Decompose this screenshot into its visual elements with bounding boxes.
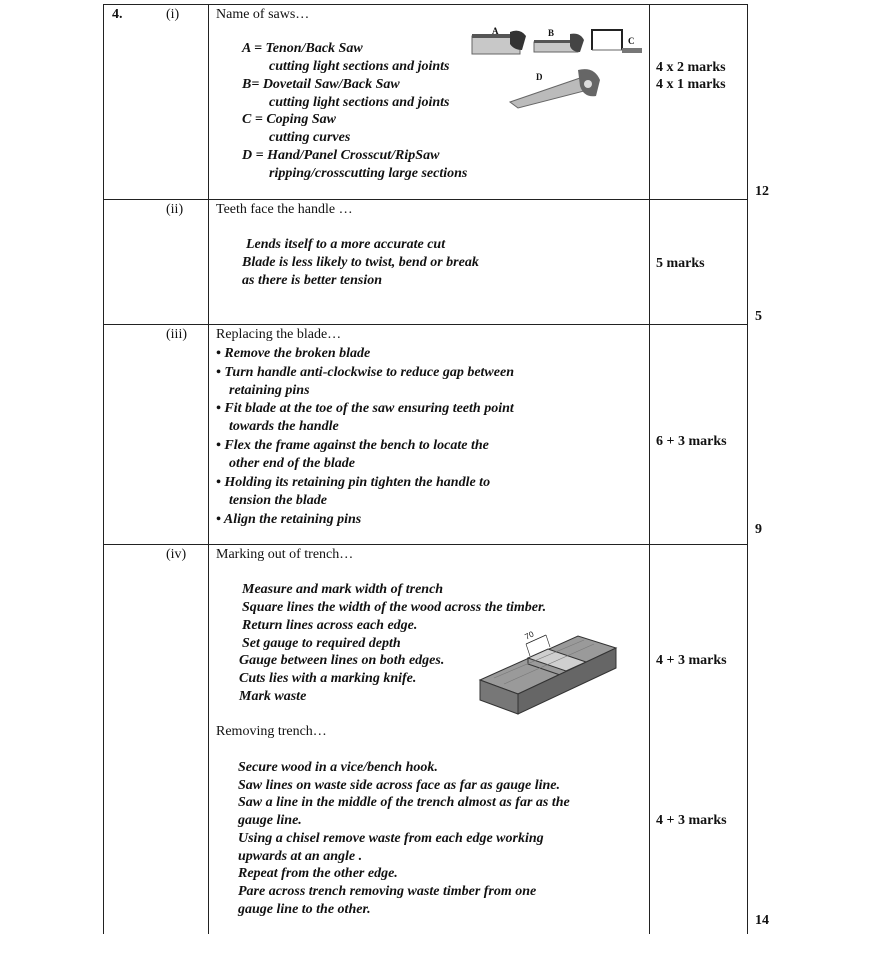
answer-line: as there is better tension [242,273,383,288]
saws-illustration [470,24,650,114]
table-border-right [747,4,748,934]
marks-text: 4 x 1 marks [656,77,726,92]
figure-label-c: C [628,36,635,46]
marks-text: 6 + 3 marks [656,434,727,449]
answer-line: A = Tenon/Back Saw [242,41,363,56]
part-heading-iv: Marking out of trench… [216,547,354,562]
part-total: 9 [755,522,762,537]
answer-line: Using a chisel remove waste from each edge working [238,831,544,846]
answer-line: Gauge between lines on both edges. [239,653,445,668]
answer-line: Square lines the width of the wood across the timber. [242,600,547,615]
part-subheading-iv: Removing trench… [216,724,327,739]
answer-line: • Fit blade at the toe of the saw ensuring teeth point [216,401,514,416]
answer-line: towards the handle [229,419,339,434]
answer-line: • Align the retaining pins [216,512,362,527]
row-divider-2 [103,324,748,325]
answer-line: Lends itself to a more accurate cut [246,237,446,252]
answer-line: upwards at an angle . [238,849,363,864]
answer-line: tension the blade [229,493,328,508]
trench-illustration [474,618,624,718]
answer-line: Saw lines on waste side across face as far as gauge line. [238,778,561,793]
answer-line: • Turn handle anti-clockwise to reduce gap between [216,365,514,380]
answer-line: cutting curves [269,130,351,145]
marks-text: 4 + 3 marks [656,813,727,828]
part-label-iv: (iv) [166,547,187,562]
answer-line: gauge line. [238,813,302,828]
table-border-left [103,4,104,934]
marks-text: 4 x 2 marks [656,60,726,75]
answer-line: Pare across trench removing waste timber from one [238,884,537,899]
dimension-label: 70 [523,629,536,642]
row-divider-1 [103,199,748,200]
answer-line: • Flex the frame against the bench to locate the [216,438,489,453]
answer-line: cutting light sections and joints [269,59,450,74]
answer-line: other end of the blade [229,456,355,471]
answer-line: Repeat from the other edge. [238,866,398,881]
part-heading-iii: Replacing the blade… [216,327,342,342]
figure-label-a: A [492,26,499,36]
answer-line: Measure and mark width of trench [242,582,444,597]
answer-line: Cuts lies with a marking knife. [239,671,417,686]
answer-line: ripping/crosscutting large sections [269,166,468,181]
question-number: 4. [112,7,123,22]
answer-line: • Holding its retaining pin tighten the handle to [216,475,491,490]
answer-line: Set gauge to required depth [242,636,401,651]
answer-line: Secure wood in a vice/bench hook. [238,760,438,775]
marks-text: 5 marks [656,256,705,271]
answer-line: B= Dovetail Saw/Back Saw [242,77,400,92]
answer-line: Return lines across each edge. [242,618,418,633]
answer-line: cutting light sections and joints [269,95,450,110]
answer-line: Mark waste [239,689,307,704]
column-divider-2 [649,4,650,934]
answer-line: gauge line to the other. [238,902,371,917]
answer-line: • Remove the broken blade [216,346,371,361]
row-divider-3 [103,544,748,545]
table-border-top [103,4,748,5]
answer-line: retaining pins [229,383,310,398]
answer-line: C = Coping Saw [242,112,336,127]
answer-line: Saw a line in the middle of the trench almost as far as the [238,795,570,810]
marks-text: 4 + 3 marks [656,653,727,668]
part-label-iii: (iii) [166,327,187,342]
column-divider-1 [208,4,209,934]
figure-label-b: B [548,28,555,38]
part-total: 14 [755,913,769,928]
part-heading-ii: Teeth face the handle … [216,202,353,217]
figure-label-d: D [536,72,543,82]
part-label-i: (i) [166,7,180,22]
part-total: 5 [755,309,762,324]
part-label-ii: (ii) [166,202,184,217]
answer-line: D = Hand/Panel Crosscut/RipSaw [242,148,440,163]
part-heading-i: Name of saws… [216,7,310,22]
part-total: 12 [755,184,769,199]
answer-line: Blade is less likely to twist, bend or break [242,255,479,270]
